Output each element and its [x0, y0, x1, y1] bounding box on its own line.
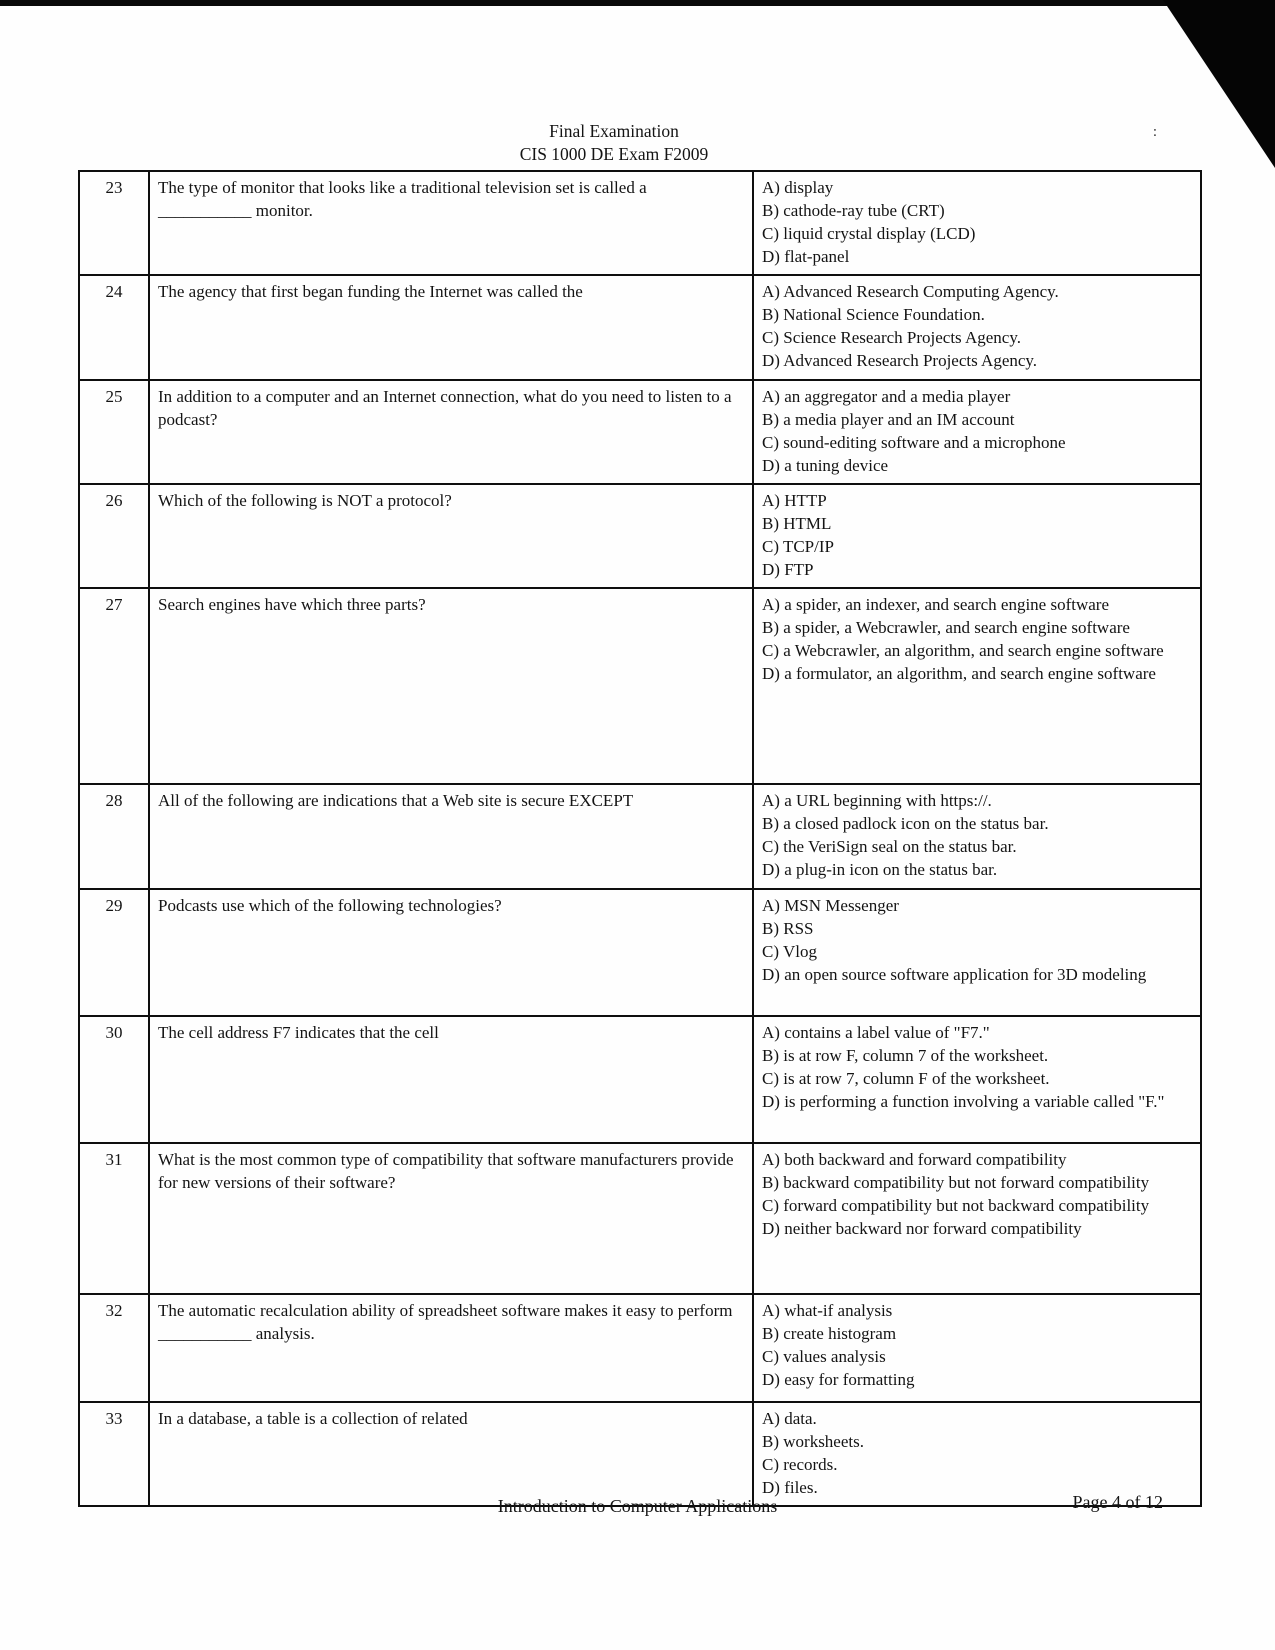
- option-d: D) a tuning device: [762, 456, 889, 475]
- option-d: D) a formulator, an algorithm, and search engine software: [762, 664, 1156, 683]
- question-options: [753, 171, 1201, 275]
- question-text: In addition to a computer and an Internet connection, what do you need to listen to a podcast?: [149, 380, 753, 484]
- option-c: C) liquid crystal display (LCD): [762, 224, 976, 243]
- question-row: [79, 889, 1201, 1016]
- option-d: D) flat-panel: [762, 247, 850, 266]
- option-a: A) display: [762, 178, 834, 197]
- question-text: In a database, a table is a collection of related: [149, 1402, 753, 1506]
- scan-artifact-corner-fold: [1163, 0, 1275, 168]
- question-row: [79, 588, 1201, 784]
- question-number: 32: [79, 1294, 149, 1402]
- question-text: The agency that first began funding the Internet was called the: [149, 275, 753, 380]
- question-options: [753, 889, 1201, 1016]
- question-row: [79, 1294, 1201, 1402]
- question-row: [79, 380, 1201, 484]
- option-a: A) data.: [762, 1409, 817, 1428]
- question-number: 25: [79, 380, 149, 484]
- question-text: All of the following are indications that a Web site is secure EXCEPT: [149, 784, 753, 889]
- option-b: B) a closed padlock icon on the status bar.: [762, 814, 1049, 833]
- option-a: A) a spider, an indexer, and search engine software: [762, 595, 1109, 614]
- option-c: C) the VeriSign seal on the status bar.: [762, 837, 1017, 856]
- option-d: D) a plug-in icon on the status bar.: [762, 860, 998, 879]
- option-a: A) a URL beginning with https://.: [762, 791, 992, 810]
- question-row: [79, 275, 1201, 380]
- option-c: C) values analysis: [762, 1347, 886, 1366]
- option-d: D) files.: [762, 1478, 818, 1497]
- question-number: 33: [79, 1402, 149, 1506]
- question-text: What is the most common type of compatibility that software manufacturers provide for new versions of their software?: [149, 1143, 753, 1294]
- option-c: C) forward compatibility but not backward compatibility: [762, 1196, 1150, 1215]
- option-a: A) MSN Messenger: [762, 896, 899, 915]
- option-c: C) records.: [762, 1455, 838, 1474]
- question-number: 30: [79, 1016, 149, 1143]
- option-c: C) is at row 7, column F of the worksheet.: [762, 1069, 1050, 1088]
- question-row: [79, 1016, 1201, 1143]
- question-number: 31: [79, 1143, 149, 1294]
- option-b: B) RSS: [762, 919, 814, 938]
- question-options: [753, 588, 1201, 784]
- scan-artifact-speck: :: [1152, 124, 1157, 140]
- question-options: [753, 484, 1201, 588]
- question-number: 28: [79, 784, 149, 889]
- footer-page-number: Page 4 of 12: [1072, 1492, 1163, 1512]
- question-options: [753, 1016, 1201, 1143]
- option-c: C) Science Research Projects Agency.: [762, 328, 1022, 347]
- question-row: [79, 1402, 1201, 1506]
- question-text: The cell address F7 indicates that the cell: [149, 1016, 753, 1143]
- question-options: [753, 380, 1201, 484]
- question-table: [78, 170, 1202, 1507]
- question-options: [753, 1402, 1201, 1506]
- option-c: C) sound-editing software and a microphone: [762, 433, 1066, 452]
- scan-artifact-top-bar: [0, 0, 1275, 6]
- option-c: C) TCP/IP: [762, 537, 834, 556]
- footer-course-title: Introduction to Computer Applications: [497, 1496, 778, 1516]
- question-text: The automatic recalculation ability of spreadsheet software makes it easy to perform ___________ analysis.: [149, 1294, 753, 1402]
- option-b: B) create histogram: [762, 1324, 897, 1343]
- option-d: D) Advanced Research Projects Agency.: [762, 351, 1038, 370]
- option-b: B) HTML: [762, 514, 832, 533]
- option-a: A) HTTP: [762, 491, 827, 510]
- question-row: [79, 784, 1201, 889]
- exam-subtitle: CIS 1000 DE Exam F2009: [519, 144, 709, 164]
- option-c: C) a Webcrawler, an algorithm, and search engine software: [762, 641, 1164, 660]
- option-d: D) an open source software application for 3D modeling: [762, 965, 1147, 984]
- question-number: 23: [79, 171, 149, 275]
- option-b: B) backward compatibility but not forward compatibility: [762, 1173, 1150, 1192]
- option-b: B) is at row F, column 7 of the worksheet.: [762, 1046, 1049, 1065]
- exam-title: Final Examination: [549, 121, 679, 141]
- question-options: [753, 1143, 1201, 1294]
- question-number: 24: [79, 275, 149, 380]
- question-number: 29: [79, 889, 149, 1016]
- option-b: B) worksheets.: [762, 1432, 864, 1451]
- question-text: Podcasts use which of the following technologies?: [149, 889, 753, 1016]
- question-options: [753, 1294, 1201, 1402]
- option-b: B) a media player and an IM account: [762, 410, 1015, 429]
- question-options: [753, 784, 1201, 889]
- question-table-body: [79, 171, 1201, 1506]
- option-c: C) Vlog: [762, 942, 817, 961]
- option-b: B) National Science Foundation.: [762, 305, 985, 324]
- question-text: Which of the following is NOT a protocol?: [149, 484, 753, 588]
- option-a: A) both backward and forward compatibility: [762, 1150, 1067, 1169]
- exam-header: [78, 120, 1150, 166]
- option-d: D) FTP: [762, 560, 814, 579]
- option-a: A) an aggregator and a media player: [762, 387, 1011, 406]
- option-a: A) contains a label value of "F7.": [762, 1023, 990, 1042]
- option-a: A) Advanced Research Computing Agency.: [762, 282, 1059, 301]
- question-row: [79, 484, 1201, 588]
- option-d: D) is performing a function involving a variable called "F.": [762, 1092, 1165, 1111]
- question-row: [79, 171, 1201, 275]
- option-b: B) a spider, a Webcrawler, and search engine software: [762, 618, 1130, 637]
- option-d: D) easy for formatting: [762, 1370, 915, 1389]
- option-d: D) neither backward nor forward compatibility: [762, 1219, 1082, 1238]
- option-a: A) what-if analysis: [762, 1301, 893, 1320]
- question-number: 26: [79, 484, 149, 588]
- option-b: B) cathode-ray tube (CRT): [762, 201, 945, 220]
- question-row: [79, 1143, 1201, 1294]
- question-text: The type of monitor that looks like a traditional television set is called a ___________ monitor.: [149, 171, 753, 275]
- question-number: 27: [79, 588, 149, 784]
- question-options: [753, 275, 1201, 380]
- question-text: Search engines have which three parts?: [149, 588, 753, 784]
